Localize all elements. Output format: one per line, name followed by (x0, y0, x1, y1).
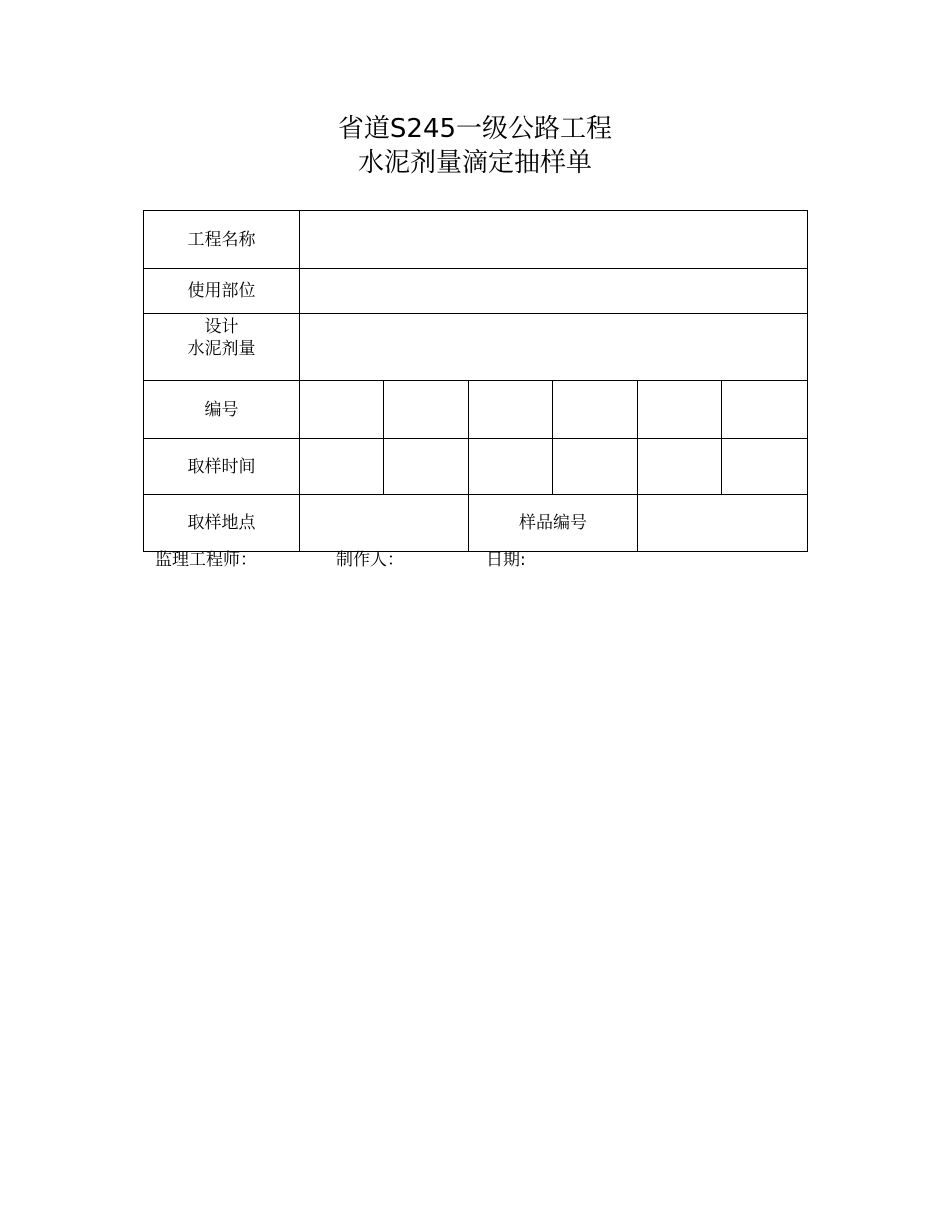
project-name-field[interactable] (300, 211, 808, 269)
row-usage-location (144, 269, 808, 314)
row-project-name (144, 211, 808, 269)
sampling-form-table (143, 210, 808, 552)
row-sampling-time (144, 439, 808, 495)
maker-label: 制作人： (336, 550, 404, 570)
row-sampling-location (144, 495, 808, 552)
sample-number-label: 样品编号 (469, 495, 638, 552)
sampling-location-label: 取样地点 (144, 495, 300, 552)
usage-location-label: 使用部位 (144, 269, 300, 314)
sampling-time-cell[interactable] (384, 439, 469, 495)
number-cell[interactable] (384, 381, 469, 439)
design-cement-label-line2: 水泥剂量 (187, 339, 256, 359)
sampling-time-cell[interactable] (722, 439, 808, 495)
row-design-cement (144, 314, 808, 381)
sampling-time-cell[interactable] (469, 439, 553, 495)
sampling-time-cell[interactable] (300, 439, 384, 495)
number-cell[interactable] (722, 381, 808, 439)
title-line-1: 省道S245一级公路工程 (337, 114, 613, 144)
document-title (0, 112, 950, 180)
row-number (144, 381, 808, 439)
number-cell[interactable] (553, 381, 638, 439)
design-cement-label-line1: 设计 (204, 317, 239, 337)
title-line-2: 水泥剂量滴定抽样单 (357, 148, 592, 178)
date-label: 日期: (486, 550, 526, 570)
sampling-time-label: 取样时间 (144, 439, 300, 495)
sampling-time-cell[interactable] (638, 439, 722, 495)
usage-location-field[interactable] (300, 269, 808, 314)
supervisor-label: 监理工程师： (155, 550, 257, 570)
number-label: 编号 (144, 381, 300, 439)
design-cement-label (144, 314, 300, 381)
sampling-location-field[interactable] (300, 495, 469, 552)
number-cell[interactable] (300, 381, 384, 439)
project-name-label: 工程名称 (144, 211, 300, 269)
sampling-time-cell[interactable] (553, 439, 638, 495)
design-cement-field[interactable] (300, 314, 808, 381)
number-cell[interactable] (638, 381, 722, 439)
number-cell[interactable] (469, 381, 553, 439)
sample-number-field[interactable] (638, 495, 808, 552)
